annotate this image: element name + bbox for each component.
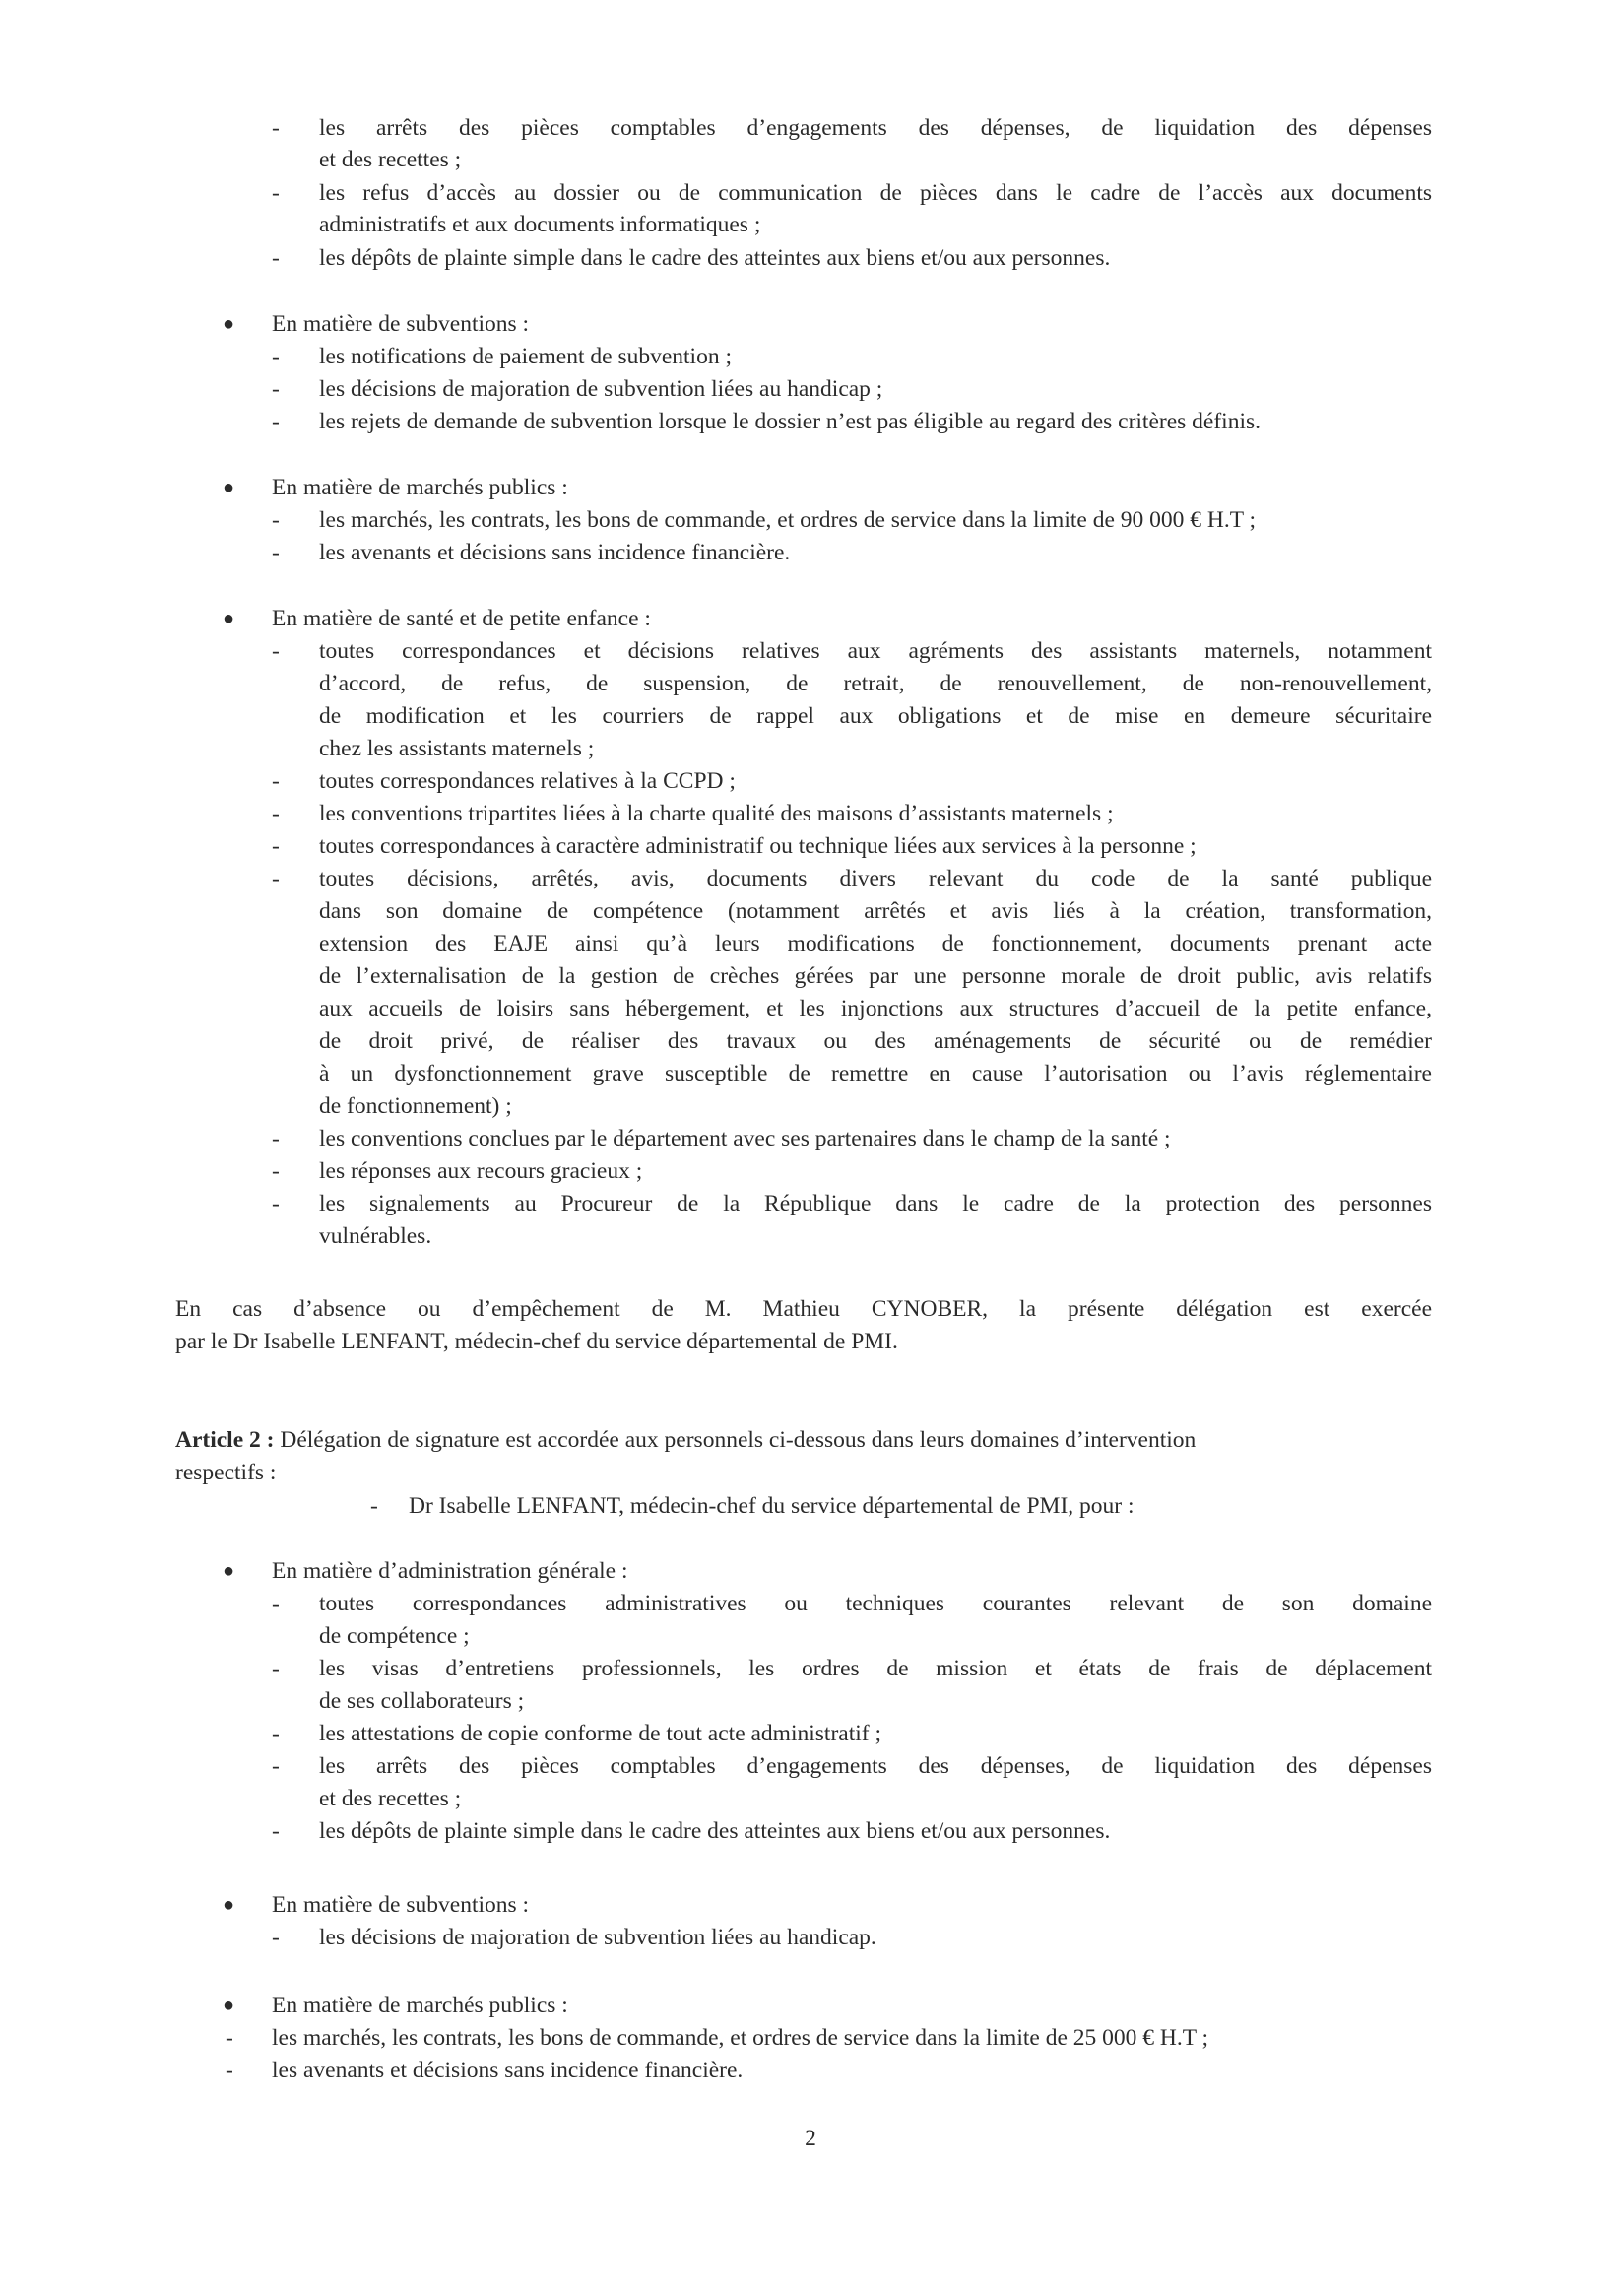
list-item-line: les conventions tripartites liées à la charte qualité des maisons d’assistants maternels ; bbox=[319, 801, 1114, 826]
list-item-line: les rejets de demande de subvention lorsque le dossier n’est pas éligible au regard des critères définis. bbox=[319, 409, 1262, 434]
list-item-line: les réponses aux recours gracieux ; bbox=[319, 1158, 643, 1184]
list-item-line: aux accueils de loisirs sans hébergement, et les injonctions aux structures d’accueil de la petite enfance, bbox=[319, 996, 1432, 1021]
list-dash: - bbox=[272, 344, 280, 369]
article-2-paragraph bbox=[175, 1424, 1432, 1457]
list-item-line: à un dysfonctionnement grave susceptible de remettre en cause l’autorisation ou l’avis réglementaire bbox=[319, 1061, 1432, 1086]
list-dash: - bbox=[272, 180, 280, 206]
list-item-line: toutes décisions, arrêtés, avis, documents divers relevant du code de la santé publique bbox=[319, 866, 1432, 891]
list-item-line: les arrêts des pièces comptables d’engagements des dépenses, de liquidation des dépenses bbox=[319, 115, 1432, 141]
list-dash: - bbox=[272, 409, 280, 434]
list-dash: - bbox=[272, 768, 280, 794]
list-item-line: extension des EAJE ainsi qu’à leurs modifications de fonctionnement, documents prenant acte bbox=[319, 931, 1432, 956]
list-dash: - bbox=[272, 1925, 280, 1950]
list-dash: - bbox=[370, 1493, 378, 1519]
list-item-line: chez les assistants maternels ; bbox=[319, 736, 595, 761]
section-heading: En matière de marchés publics : bbox=[272, 475, 568, 500]
list-item-line: dans son domaine de compétence (notamment arrêtés et avis liés à la création, transformation, bbox=[319, 898, 1432, 924]
list-dash: - bbox=[272, 507, 280, 533]
list-dash: - bbox=[272, 115, 280, 141]
list-dash: - bbox=[272, 1721, 280, 1746]
page-number: 2 bbox=[805, 2126, 816, 2151]
section-heading: En matière de santé et de petite enfance : bbox=[272, 606, 651, 631]
bullet-icon: ● bbox=[223, 608, 235, 629]
list-item-line: les conventions conclues par le département avec ses partenaires dans le champ de la santé ; bbox=[319, 1126, 1171, 1151]
section-heading: En matière d’administration générale : bbox=[272, 1558, 628, 1584]
section-heading: En matière de subventions : bbox=[272, 311, 530, 337]
section-heading: En matière de subventions : bbox=[272, 1892, 530, 1918]
list-item-line: de compétence ; bbox=[319, 1623, 470, 1649]
list-item-line: les décisions de majoration de subvention liées au handicap ; bbox=[319, 376, 883, 402]
list-item-line: administratifs et aux documents informatiques ; bbox=[319, 212, 761, 237]
list-item-line: les visas d’entretiens professionnels, les ordres de mission et états de frais de déplacement bbox=[319, 1656, 1432, 1681]
list-dash: - bbox=[226, 2058, 233, 2083]
list-dash: - bbox=[272, 866, 280, 891]
list-item-line: toutes correspondances et décisions relatives aux agréments des assistants maternels, notamment bbox=[319, 638, 1432, 664]
list-item-line: les avenants et décisions sans incidence financière. bbox=[272, 2058, 744, 2083]
list-item-line: les marchés, les contrats, les bons de commande, et ordres de service dans la limite de 90 000 € H.T ; bbox=[319, 507, 1257, 533]
list-item-line: d’accord, de refus, de suspension, de retrait, de renouvellement, de non-renouvellement, bbox=[319, 671, 1432, 696]
list-dash: - bbox=[272, 245, 280, 271]
list-item-line: les avenants et décisions sans incidence financière. bbox=[319, 540, 791, 565]
bullet-icon: ● bbox=[223, 1894, 235, 1916]
list-item-line: toutes correspondances administratives ou techniques courantes relevant de son domaine bbox=[319, 1591, 1432, 1616]
section-heading: En matière de marchés publics : bbox=[272, 1993, 568, 2018]
person-line: Dr Isabelle LENFANT, médecin-chef du service départemental de PMI, pour : bbox=[409, 1493, 1135, 1519]
article-label: Article 2 : bbox=[175, 1427, 275, 1453]
list-dash: - bbox=[226, 2025, 233, 2051]
list-item-line: les attestations de copie conforme de tout acte administratif ; bbox=[319, 1721, 881, 1746]
list-item-line: les signalements au Procureur de la République dans le cadre de la protection des personnes bbox=[319, 1191, 1432, 1216]
bullet-icon: ● bbox=[223, 313, 235, 335]
list-item-line: les dépôts de plainte simple dans le cadre des atteintes aux biens et/ou aux personnes. bbox=[319, 245, 1111, 271]
bullet-icon: ● bbox=[223, 477, 235, 498]
list-dash: - bbox=[272, 540, 280, 565]
list-dash: - bbox=[272, 376, 280, 402]
bullet-icon: ● bbox=[223, 1995, 235, 2016]
list-item-line: de modification et les courriers de rappel aux obligations et de mise en demeure sécuritaire bbox=[319, 703, 1432, 729]
list-item-line: et des recettes ; bbox=[319, 147, 462, 172]
list-dash: - bbox=[272, 1818, 280, 1844]
list-item-line: toutes correspondances à caractère administratif ou technique liées aux services à la personne ; bbox=[319, 833, 1197, 859]
list-item-line: vulnérables. bbox=[319, 1223, 432, 1249]
list-dash: - bbox=[272, 1753, 280, 1779]
list-dash: - bbox=[272, 1126, 280, 1151]
list-dash: - bbox=[272, 801, 280, 826]
paragraph-line: par le Dr Isabelle LENFANT, médecin-chef du service départemental de PMI. bbox=[175, 1329, 898, 1354]
list-item-line: les refus d’accès au dossier ou de communication de pièces dans le cadre de l’accès aux documents bbox=[319, 180, 1432, 206]
list-item-line: les dépôts de plainte simple dans le cadre des atteintes aux biens et/ou aux personnes. bbox=[319, 1818, 1111, 1844]
list-dash: - bbox=[272, 1656, 280, 1681]
paragraph-line: Délégation de signature est accordée aux personnels ci-dessous dans leurs domaines d’intervention bbox=[280, 1427, 1197, 1453]
bullet-icon: ● bbox=[223, 1560, 235, 1582]
list-item-line: de l’externalisation de la gestion de crèches gérées par une personne morale de droit public, avis relatifs bbox=[319, 963, 1432, 989]
list-item-line: de ses collaborateurs ; bbox=[319, 1688, 525, 1714]
list-dash: - bbox=[272, 833, 280, 859]
paragraph-line: respectifs : bbox=[175, 1460, 277, 1485]
list-item-line: toutes correspondances relatives à la CCPD ; bbox=[319, 768, 736, 794]
list-dash: - bbox=[272, 638, 280, 664]
list-item-line: les arrêts des pièces comptables d’engagements des dépenses, de liquidation des dépenses bbox=[319, 1753, 1432, 1779]
list-item-line: et des recettes ; bbox=[319, 1786, 462, 1811]
list-dash: - bbox=[272, 1191, 280, 1216]
list-item-line: les décisions de majoration de subvention liées au handicap. bbox=[319, 1925, 876, 1950]
list-item-line: de droit privé, de réaliser des travaux ou des aménagements de sécurité ou de remédier bbox=[319, 1028, 1432, 1054]
paragraph-line: En cas d’absence ou d’empêchement de M. Mathieu CYNOBER, la présente délégation est exercée bbox=[175, 1296, 1432, 1322]
list-item-line: de fonctionnement) ; bbox=[319, 1093, 512, 1119]
list-item-line: les marchés, les contrats, les bons de commande, et ordres de service dans la limite de 25 000 € H.T ; bbox=[272, 2025, 1209, 2051]
list-item-line: les notifications de paiement de subvention ; bbox=[319, 344, 732, 369]
list-dash: - bbox=[272, 1591, 280, 1616]
list-dash: - bbox=[272, 1158, 280, 1184]
